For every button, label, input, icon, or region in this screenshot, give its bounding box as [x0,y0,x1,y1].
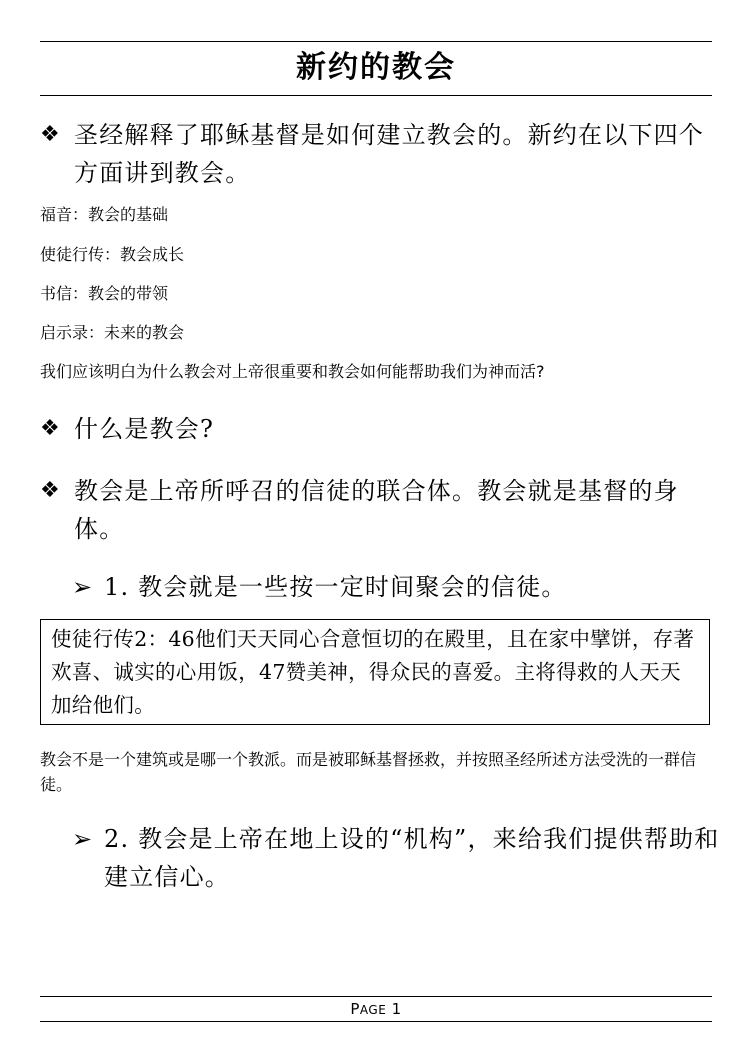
page-number: 1 [391,1000,402,1018]
arrowhead-icon: ➢ [72,573,93,601]
point-1 [72,568,722,608]
bullet-intro [40,116,720,196]
bullet-definition-text: 教会是上帝所呼召的信徒的联合体。教会就是基督的身体。 [74,477,679,543]
bullet-definition [40,472,720,552]
section-revelation: 启示录：未来的教会 [40,323,185,342]
bullet-intro-text: 圣经解释了耶稣基督是如何建立教会的。新约在以下四个方面讲到教会。 [74,121,704,187]
diamond-bullet-icon: ❖ [40,122,60,147]
page-label-age: AGE [359,1003,387,1017]
arrowhead-icon: ➢ [72,825,93,853]
diamond-bullet-icon: ❖ [40,416,60,441]
footer-top-rule [40,996,712,997]
section-gospel: 福音：教会的基础 [40,205,169,224]
page-title: 新约的教会 [296,50,456,85]
header-bottom-rule [40,95,712,96]
section-epistles: 书信：教会的带领 [40,284,169,303]
section-acts: 使徒行传：教会成长 [40,245,185,264]
page-label-p: P [350,1000,360,1018]
diamond-bullet-icon: ❖ [40,478,60,503]
bullet-what-is-church-text: 什么是教会? [74,415,215,443]
verse-box: 使徒行传2：46他们天天同心合意恒切的在殿里，且在家中擘饼，存著欢喜、诚实的心用饭，47赞美神，得众民的喜爱。主将得救的人天天加给他们。 [40,619,710,725]
note-text: 教会不是一个建筑或是哪一个教派。而是被耶稣基督拯救，并按照圣经所述方法受洗的一群信徒。 [40,750,697,794]
point-2 [72,820,722,900]
footer-bottom-rule [40,1021,712,1022]
page-footer [40,999,712,1020]
question-text: 我们应该明白为什么教会对上帝很重要和教会如何能帮助我们为神而活? [40,362,545,381]
header-top-rule [40,41,712,42]
point-2-text: 2. 教会是上帝在地上设的“机构”，来给我们提供帮助和建立信心。 [104,825,720,891]
point-1-text: 1. 教会就是一些按一定时间聚会的信徒。 [104,573,567,601]
bullet-what-is-church [40,410,720,450]
